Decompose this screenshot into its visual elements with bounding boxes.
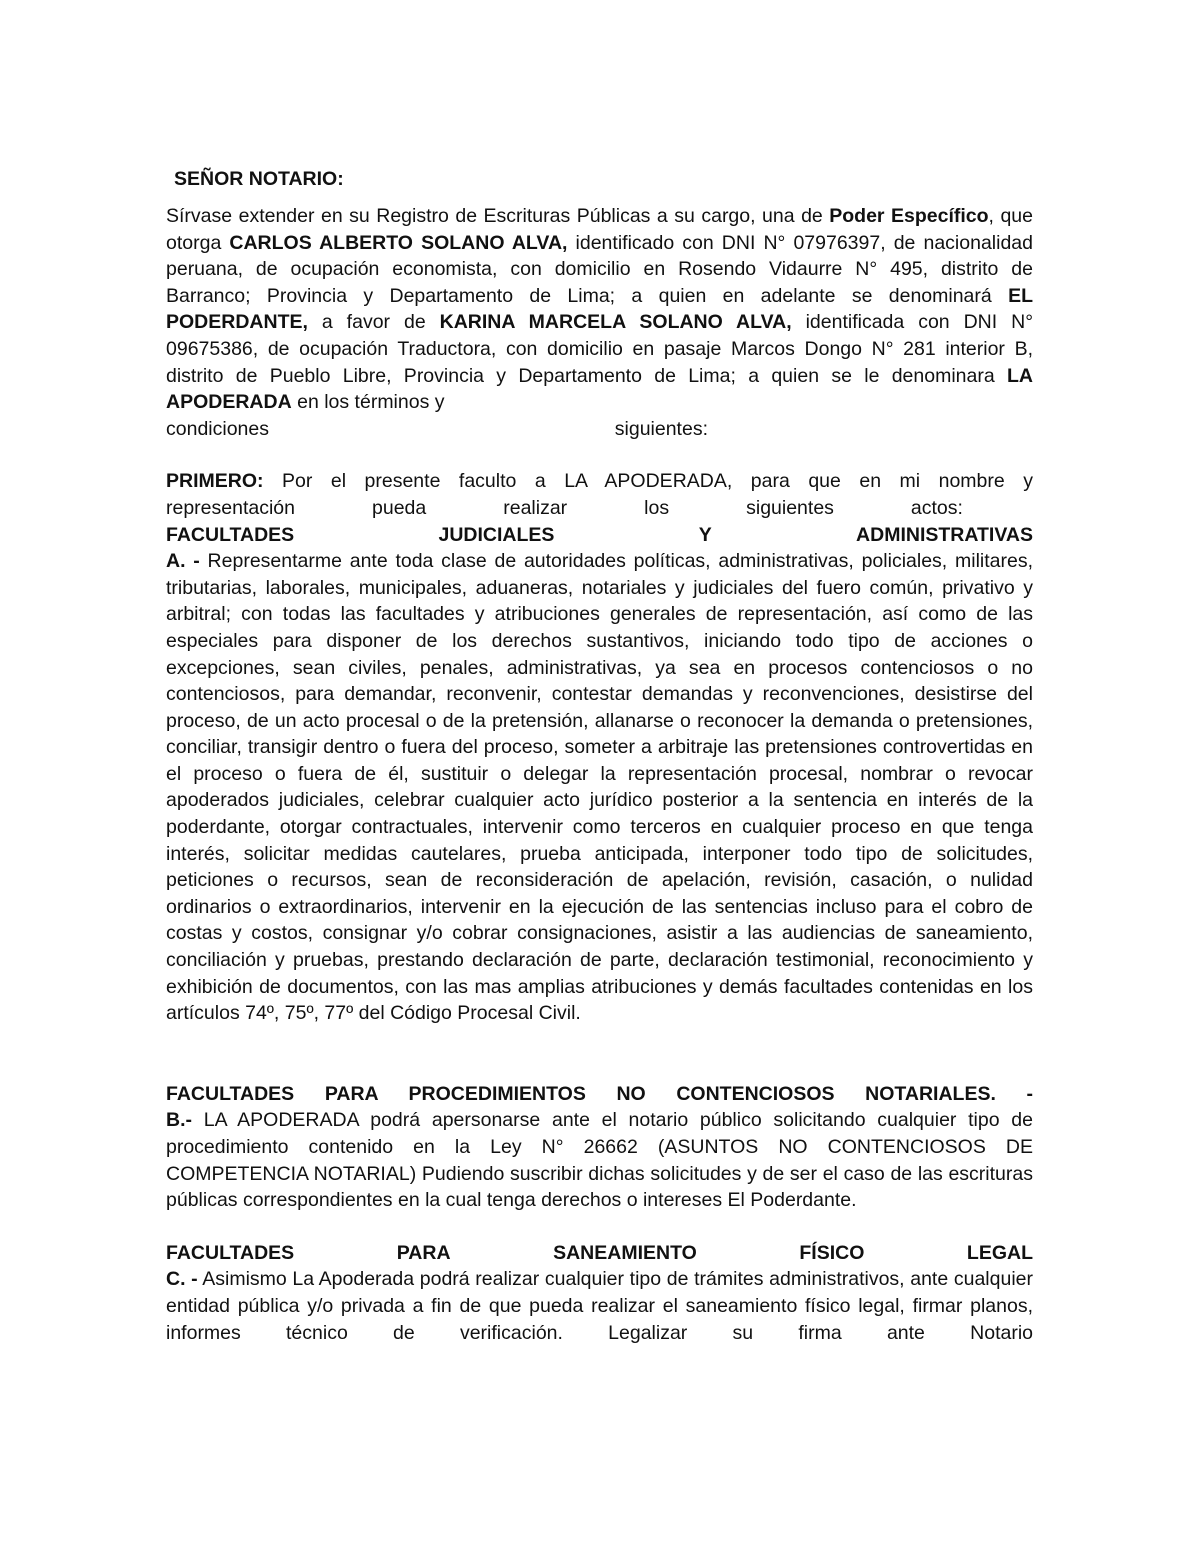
heading-word: SANEAMIENTO — [553, 1241, 697, 1264]
primero-text: Por el presente faculto a LA APODERADA, para que en mi nombre y — [263, 470, 1033, 493]
section-b-heading — [166, 1081, 1033, 1108]
word: realizar — [503, 496, 568, 519]
section-c-paragraph — [166, 1266, 1033, 1346]
word: actos: — [910, 496, 963, 519]
section-c-label: C. - — [166, 1268, 198, 1291]
primero-label: PRIMERO: — [166, 470, 264, 493]
heading-word: FACULTADES — [166, 1241, 295, 1264]
intro-text-5: identificada con DNI N° 09675386, de ocupación Traductora, con domicilio en pasaje Marcos Dongo N° 281 interior B, distrito de Pueblo Libre, Provincia y Departamento de Lima; a quien se le denominara — [166, 311, 1033, 387]
document-title: SEÑOR NOTARIO: — [174, 168, 344, 190]
intro-text-3: identificado con DNI N° 07976397, de nacionalidad peruana, de ocupación economista, con domicilio en Rosendo Vidaurre N° 495, distrito de Barranco; Provincia y Departamento de Lima; a quien en adelante se denominará — [166, 231, 1033, 307]
section-a-heading — [166, 522, 1033, 549]
intro-text-6: en los términos y — [291, 391, 445, 414]
section-b-label: B.- — [166, 1109, 192, 1132]
heading-word: LEGAL — [966, 1241, 1033, 1264]
intro-last-right: siguientes: — [614, 417, 708, 440]
section-b-paragraph — [166, 1107, 1033, 1213]
heading-word: Y — [698, 523, 712, 546]
intro-last-left: condiciones — [166, 417, 269, 440]
heading-word: FÍSICO — [799, 1241, 865, 1264]
heading-word: PARA — [396, 1241, 451, 1264]
section-a-text: Representarme ante toda clase de autoridades políticas, administrativas, policiales, militares, tributarias, laborales, municipales, aduaneras, notariales y judiciales del fuero común, privativo y arbitral; con todas las facultades y atribuciones generales de representación, así como de las especiales para disponer de los derechos sustantivos, iniciando todo tipo de acciones o excepciones, sean civiles, penales, administrativas, ya sea en procesos contenciosos o no contenciosos, para demandar, reconvenir, contestar demandas y reconvenciones, desistirse del proceso, de un acto procesal o de la pretensión, allanarse o reconocer la demanda o pretensiones, conciliar, transigir dentro o fuera del proceso, someter a arbitraje las pretensiones controvertidas en el proceso o fuera de él, sustituir o delegar la representación procesal, nombrar o revocar apoderados judiciales, celebrar cualquier acto jurídico posterior a la sentencia en interés de la poderdante, otorgar contractuales, intervenir como terceros en cualquier proceso en que tenga interés, solicitar medidas cautelares, prueba anticipada, interponer todo tipo de solicitudes, peticiones o recursos, sean de reconsideración de apelación, revisión, casación, o nulidad ordinarios o extraordinarios, intervenir en la ejecución de las sentencias incluso para el cobro de costas y costos, consignar y/o cobrar consignaciones, asistir a las audiencias de saneamiento, conciliación y pruebas, prestando declaración de parte, declaración testimonial, reconocimiento y exhibición de documentos, con las mas amplias atribuciones y demás facultades contenidas en los artículos 74º, 75º, 77º del Código Procesal Civil. — [166, 550, 1033, 1025]
heading-word: ADMINISTRATIVAS — [856, 523, 1033, 546]
word: pueda — [372, 496, 427, 519]
document-page — [166, 166, 1033, 1346]
heading-word: FACULTADES — [166, 523, 295, 546]
intro-text-1: Sírvase extender en su Registro de Escrituras Públicas a su cargo, una de — [166, 205, 830, 227]
primero-paragraph — [166, 468, 1033, 495]
section-c-heading — [166, 1240, 1033, 1267]
section-c-text: Asimismo La Apoderada podrá realizar cualquier tipo de trámites administrativos, ante cualquier entidad pública y/o privada a fin de que pueda realizar el saneamiento físico legal, firmar planos, informes técnico de verificación. Legalizar su firma ante Notario — [166, 1268, 1033, 1344]
intro-bold-poderdante: EL PODERDANTE, — [166, 284, 1033, 334]
intro-text-4: a favor de — [307, 311, 440, 334]
word: representación — [166, 496, 295, 519]
intro-last-line — [166, 416, 1033, 443]
intro-text-2: , que otorga — [166, 205, 1033, 254]
word: los — [644, 496, 670, 519]
word: siguientes — [746, 496, 834, 519]
intro-bold-poder: Poder Específico — [829, 205, 989, 227]
section-b-heading-text: FACULTADES PARA PROCEDIMIENTOS NO CONTENCIOSOS NOTARIALES. - — [166, 1082, 1033, 1105]
primero-line-2 — [166, 495, 1033, 522]
section-a-label: A. - — [166, 550, 200, 573]
intro-paragraph — [166, 203, 1033, 416]
section-a-paragraph — [166, 548, 1033, 1027]
intro-bold-apoderada: LA APODERADA — [166, 364, 1033, 414]
section-b-text: LA APODERADA podrá apersonarse ante el notario público solicitando cualquier tipo de procedimiento contenido en la Ley N° 26662 (ASUNTOS NO CONTENCIOSOS DE COMPETENCIA NOTARIAL) Pudiendo suscribir dichas solicitudes y de ser el caso de las escrituras públicas correspondientes en la cual tenga derechos o intereses El Poderdante. — [166, 1109, 1033, 1212]
intro-bold-attorney: KARINA MARCELA SOLANO ALVA, — [439, 311, 792, 334]
intro-bold-grantor: CARLOS ALBERTO SOLANO ALVA, — [229, 231, 568, 254]
heading-word: JUDICIALES — [438, 523, 555, 546]
